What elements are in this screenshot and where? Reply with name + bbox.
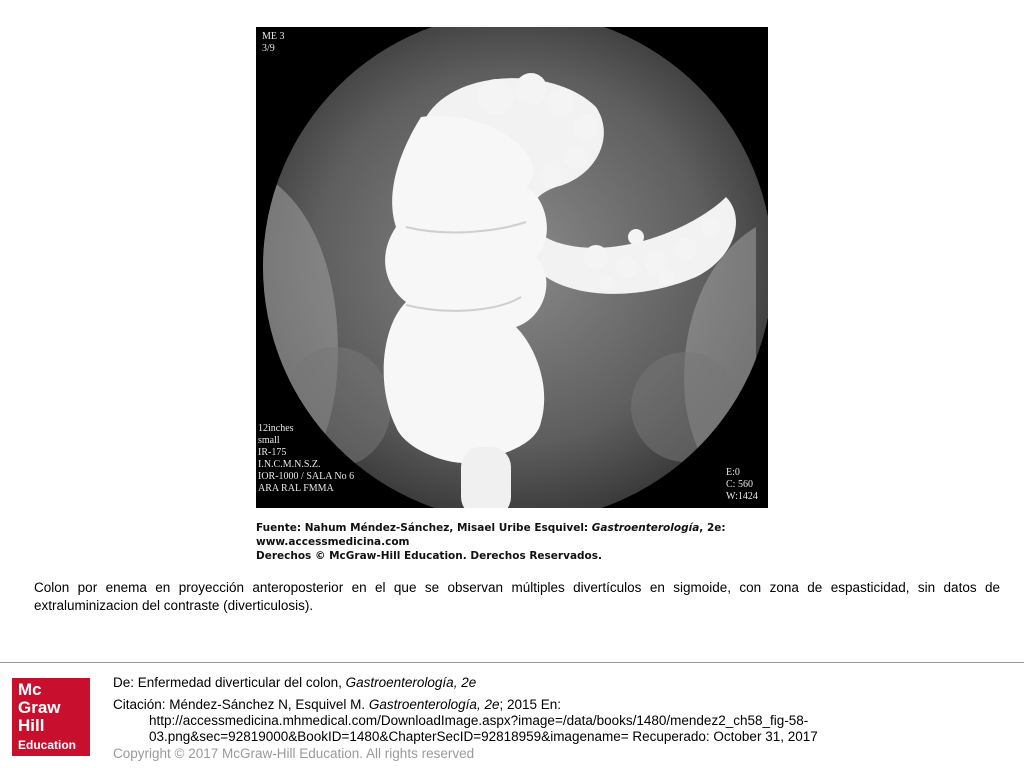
overlay-top-left xyxy=(262,31,285,55)
cite-book: Gastroenterología, 2e xyxy=(368,697,500,712)
from-book: Gastroenterología, 2e xyxy=(345,675,477,690)
overlay-line: IR-175 xyxy=(258,447,287,458)
source-edition: , 2e: xyxy=(699,522,726,534)
footer-divider xyxy=(0,662,1024,663)
overlay-bottom-right xyxy=(726,467,758,503)
overlay-bottom-left xyxy=(258,423,354,495)
citation-url-line2[interactable]: 03.png&sec=92819000&BookID=1480&ChapterSecID=92818959&imagename= Recuperado: October 31, 2017 xyxy=(149,729,818,744)
overlay-line: ARA RAL FMMA xyxy=(258,483,334,494)
logo-line: Hill xyxy=(18,716,45,735)
copyright-notice: Copyright © 2017 McGraw-Hill Education. All rights reserved xyxy=(113,746,475,761)
cite-rest: ; 2015 En: xyxy=(499,697,562,712)
citation-from xyxy=(113,675,476,691)
overlay-line: ME 3 xyxy=(262,31,285,42)
source-line xyxy=(256,521,776,535)
source-prefix: Fuente: Nahum Méndez-Sánchez, Misael Uribe Esquivel: xyxy=(256,522,592,534)
overlay-line: 12inches xyxy=(258,423,294,434)
radiograph-image xyxy=(256,27,768,508)
logo-line: Graw xyxy=(18,698,61,717)
logo-line: Education xyxy=(18,738,77,752)
overlay-line: small xyxy=(258,435,280,446)
overlay-line: E:0 xyxy=(726,467,740,478)
cite-prefix: Citación: Méndez-Sánchez N, Esquivel M xyxy=(113,697,362,712)
source-url: www.accessmedicina.com xyxy=(256,536,410,548)
citation-url-line1[interactable]: http://accessmedicina.mhmedical.com/DownloadImage.aspx?image=/data/books/1480/mendez2_ch58_fig-58- xyxy=(149,713,809,728)
overlay-line: W:1424 xyxy=(726,491,758,502)
overlay-line: C: 560 xyxy=(726,479,753,490)
citation-main: Citación: Méndez-Sánchez N, Esquivel M. Gastroenterología, 2e; 2015 En: http://accessmedicina.mhmedical.com/DownloadImage.aspx?image=/data/books/1480/mendez2_ch58_fig-58- 03.png&sec=92819000&BookID=1480&ChapterSecID=92818959&imagename= Recuperado: October 31, 2017 xyxy=(113,697,873,745)
source-book: Gastroenterología xyxy=(591,522,700,534)
mcgraw-hill-logo xyxy=(12,678,90,756)
logo-line: Mc xyxy=(18,680,42,699)
overlay-line: 3/9 xyxy=(262,43,275,54)
from-prefix: De: Enfermedad diverticular del colon, xyxy=(113,675,346,690)
overlay-line: I.N.C.M.N.S.Z. xyxy=(258,459,321,470)
figure-description: Colon por enema en proyección anteroposterior en el que se observan múltiples divertículos en sigmoide, con zona de espasticidad, sin datos de extraluminizacion del contraste (diverticulosis). xyxy=(34,580,1000,613)
source-rights: Derechos © McGraw-Hill Education. Derechos Reservados. xyxy=(256,550,602,562)
overlay-line: IOR-1000 / SALA No 6 xyxy=(258,471,355,482)
image-source-caption xyxy=(256,521,776,563)
